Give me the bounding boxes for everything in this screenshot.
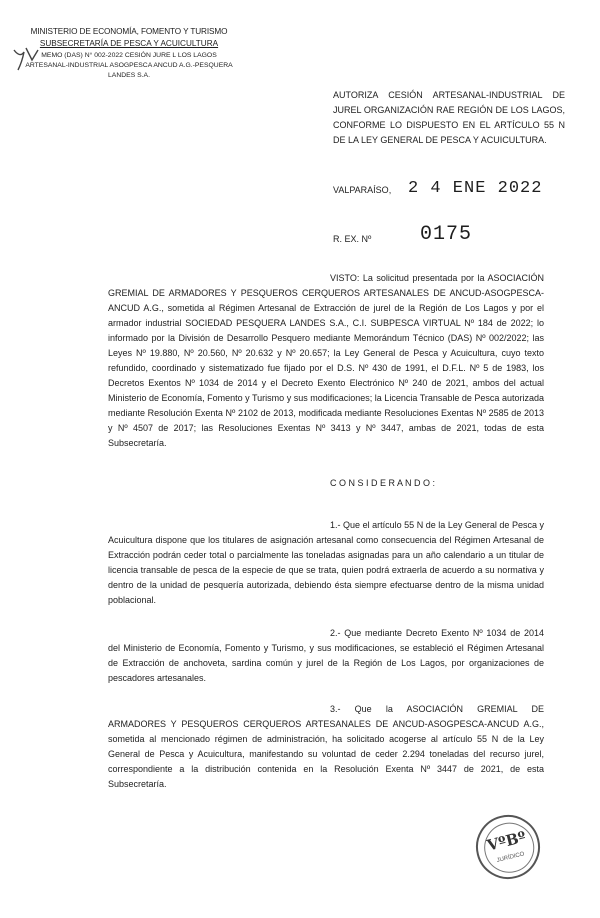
seal-text: JURÍDICO	[496, 851, 526, 865]
considerando-paragraph-2: 2.- Que mediante Decreto Exento Nº 1034 de 2014 del Ministerio de Economía, Fomento y Turismo, y sus modificaciones, se estableció el Régimen Artesanal de Extracción de anchoveta, sardina común y jurel de la Región de Los Lagos, por organizaciones de pescadores artesanales.	[108, 628, 544, 683]
memo-parties: ARTESANAL-INDUSTRIAL ASOGPESCA ANCUD A.G.-PESQUERA	[25, 62, 233, 69]
ministry-name: MINISTERIO DE ECONOMÍA, FOMENTO Y TURISMO	[30, 27, 228, 36]
resolution-number-label: R. EX. Nº	[333, 234, 372, 244]
considerando-paragraph-3: 3.- Que la ASOCIACIÓN GREMIAL DE ARMADORES Y PESQUEROS CERQUEROS ARTESANALES DE ANCUD-ASOGPESCA-ANCUD A.G., sometida al mencionado régimen de administración, ha solicitado acogerse al artículo 55 N de la Ley General de Pesca y Acuicultura, manifestando su voluntad de ceder 2.294 toneladas del recurso jurel, correspondiente a la distribución contenida en la Resolución Exenta Nº 3447 de 2021, de esta Subsecretaría.	[108, 704, 544, 789]
resolution-number: 0175	[420, 223, 473, 246]
resolution-title: AUTORIZA CESIÓN ARTESANAL-INDUSTRIAL DE JUREL ORGANIZACIÓN RAE REGIÓN DE LOS LAGOS, CONFORME LO DISPUESTO EN EL ARTÍCULO 55 N DE LA LEY GENERAL DE PESCA Y ACUICULTURA.	[333, 90, 565, 145]
visto-label: VISTO:	[330, 273, 360, 283]
city: VALPARAÍSO,	[333, 185, 392, 195]
approval-seal	[469, 808, 547, 886]
considerando-heading: C O N S I D E R A N D O :	[330, 478, 436, 488]
date-stamp: 2 4 ENE 2022	[408, 179, 543, 198]
handwritten-initials-icon	[10, 44, 46, 74]
subsecretariat-name: SUBSECRETARÍA DE PESCA Y ACUICULTURA	[39, 39, 219, 48]
visto-text: La solicitud presentada por la ASOCIACIÓN GREMIAL DE ARMADORES Y PESQUEROS CERQUEROS ARTESANALES DE ANCUD-ASOGPESCA-ANCUD A.G., sometida al Régimen Artesanal de Extracción de jurel de la Región de Los Lagos y por el armador industrial SOCIEDAD PESQUERA LANDES S.A., C.I. SUBPESCA VIRTUAL Nº 184 de 2022; lo informado por la División de Desarrollo Pesquero mediante Memorándum Técnico (DAS) Nº 002/2022; las Leyes Nº 19.880, Nº 20.560, Nº 20.632 y Nº 20.657; la Ley General de Pesca y Acuicultura, cuyo texto refundido, coordinado y sistematizado fue fijado por el D.S. Nº 430 de 1991, el D.F.L. Nº 5 de 1983, los Decretos Exentos Nº 1034 de 2014 y el Decreto Exento Electrónico Nº 240 de 2021, ambos del actual Ministerio de Economía, Fomento y Turismo y sus modificaciones; la Licencia Transable de Pesca autorizada mediante Resolución Exenta Nº 2102 de 2013, modificada mediante Resoluciones Exentas Nº 2585 de 2013 y Nº 4507 de 2017; las Resoluciones Exentas Nº 3413 y Nº 3447, ambas de 2021, todas de esta Subsecretaría.	[108, 273, 544, 448]
visto-paragraph	[108, 271, 544, 451]
considerando-paragraph-1: 1.- Que el artículo 55 N de la Ley General de Pesca y Acuicultura dispone que los titulares de asignación artesanal como consecuencia del Régimen Artesanal de Extracción podrán ceder total o parcialmente las toneladas asignadas para un año calendario a un titular de licencia transable de pesca de la especie de que se trata, quien podrá extraerla de acuerdo a su normativa y dentro de la unidad de pesquería autorizada, debiendo ésta siempre efectuarse dentro de la misma unidad poblacional.	[108, 520, 544, 605]
memo-reference: MEMO (DAS) N° 002-2022 CESIÓN JURE L LOS LAGOS	[41, 52, 217, 59]
seal-mark: VºBº	[485, 827, 528, 855]
memo-parties-cont: LANDES S.A.	[108, 72, 150, 79]
